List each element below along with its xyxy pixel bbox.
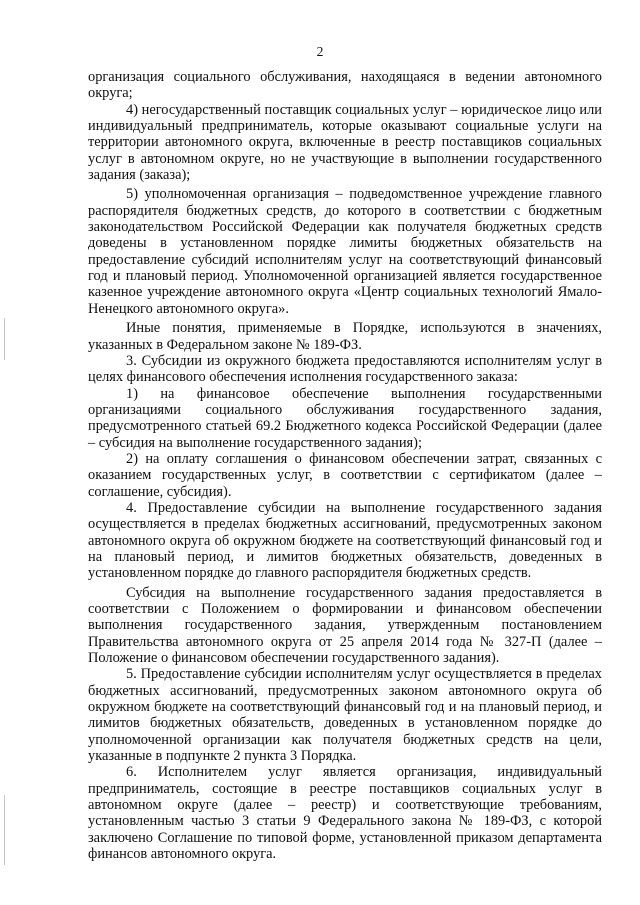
paragraph-continuation: организация социального обслуживания, находящаяся в ведении автономного округа; [88, 69, 602, 102]
paragraph-clause-3-item-2: 2) на оплату соглашения о финансовом обеспечении затрат, связанных с оказанием государственных услуг, в соответствии с сертификатом (далее – соглашение, субсидия). [88, 450, 602, 500]
scan-edge-mark [4, 795, 5, 865]
paragraph-clause-6: 6. Исполнителем услуг является организация, индивидуальный предприниматель, состоящие в реестре поставщиков социальных услуг в автономном округе (далее – реестр) и соответствующие требованиям, установленным частью 3 статьи 9 Федерального закона № 189-ФЗ, с которой заключено Соглашение по типовой форме, установленной приказом департамента финансов автономного округа. [88, 764, 602, 863]
paragraph-clause-3-item-1: 1) на финансовое обеспечение выполнения государственными организациями социального обслуживания государственного задания, предусмотренного статьей 69.2 Бюджетного кодекса Российской Федерации (далее – субсидия на выполнение государственного задания); [88, 385, 602, 451]
paragraph-clause-4: 4. Предоставление субсидии на выполнение государственного задания осуществляется в пределах бюджетных ассигнований, предусмотренных законом автономного округа об окружном бюджете на соответствующий финансовый год и на плановый период, и лимитов бюджетных обязательств, доведенных в установленном порядке до главного распорядителя бюджетных средств. [88, 499, 602, 582]
document-body [88, 69, 602, 863]
paragraph-clause-5: 5. Предоставление субсидии исполнителям услуг осуществляется в пределах бюджетных ассигнований, предусмотренных законом автономного округа об окружном бюджете на соответствующий финансовый год и на плановый период, и лимитов бюджетных обязательств, доведенных в установленном порядке до уполномоченной организации как получателя бюджетных средств на цели, указанные в подпункте 2 пункта 3 Порядка. [88, 666, 602, 765]
scan-edge-mark [4, 318, 5, 360]
page-number: 2 [316, 44, 324, 59]
paragraph-other-concepts: Иные понятия, применяемые в Порядке, используются в значениях, указанных в Федеральном законе № 189-ФЗ. [88, 320, 602, 353]
paragraph-clause-4-subsidy: Субсидия на выполнение государственного задания предоставляется в соответствии с Положением о формировании и финансовом обеспечении выполнения государственного задания, утвержденным постановлением Правительства автономного округа от 25 апреля 2014 года № 327-П (далее – Положение о финансовом обеспечении государственного задания). [88, 584, 602, 667]
paragraph-item-5: 5) уполномоченная организация – подведомственное учреждение главного распорядителя бюджетных средств, до которого в соответствии с бюджетным законодательством Российской Федерации как получателя бюджетных средств доведены в установленном порядке лимиты бюджетных обязательств на предоставление субсидий исполнителям услуг на соответствующий финансовый год и плановый период. Уполномоченной организацией является государственное казенное учреждение автономного округа «Центр социальных технологий Ямало-Ненецкого автономного округа». [88, 186, 602, 317]
paragraph-clause-3: 3. Субсидии из окружного бюджета предоставляются исполнителям услуг в целях финансового обеспечения исполнения государственного заказа: [88, 352, 602, 386]
paragraph-item-4: 4) негосударственный поставщик социальных услуг – юридическое лицо или индивидуальный предприниматель, которые оказывают социальные услуги на территории автономного округа, включенные в реестр поставщиков социальных услуг в автономном округе, но не участвующие в выполнении государственного задания (заказа); [88, 101, 602, 184]
